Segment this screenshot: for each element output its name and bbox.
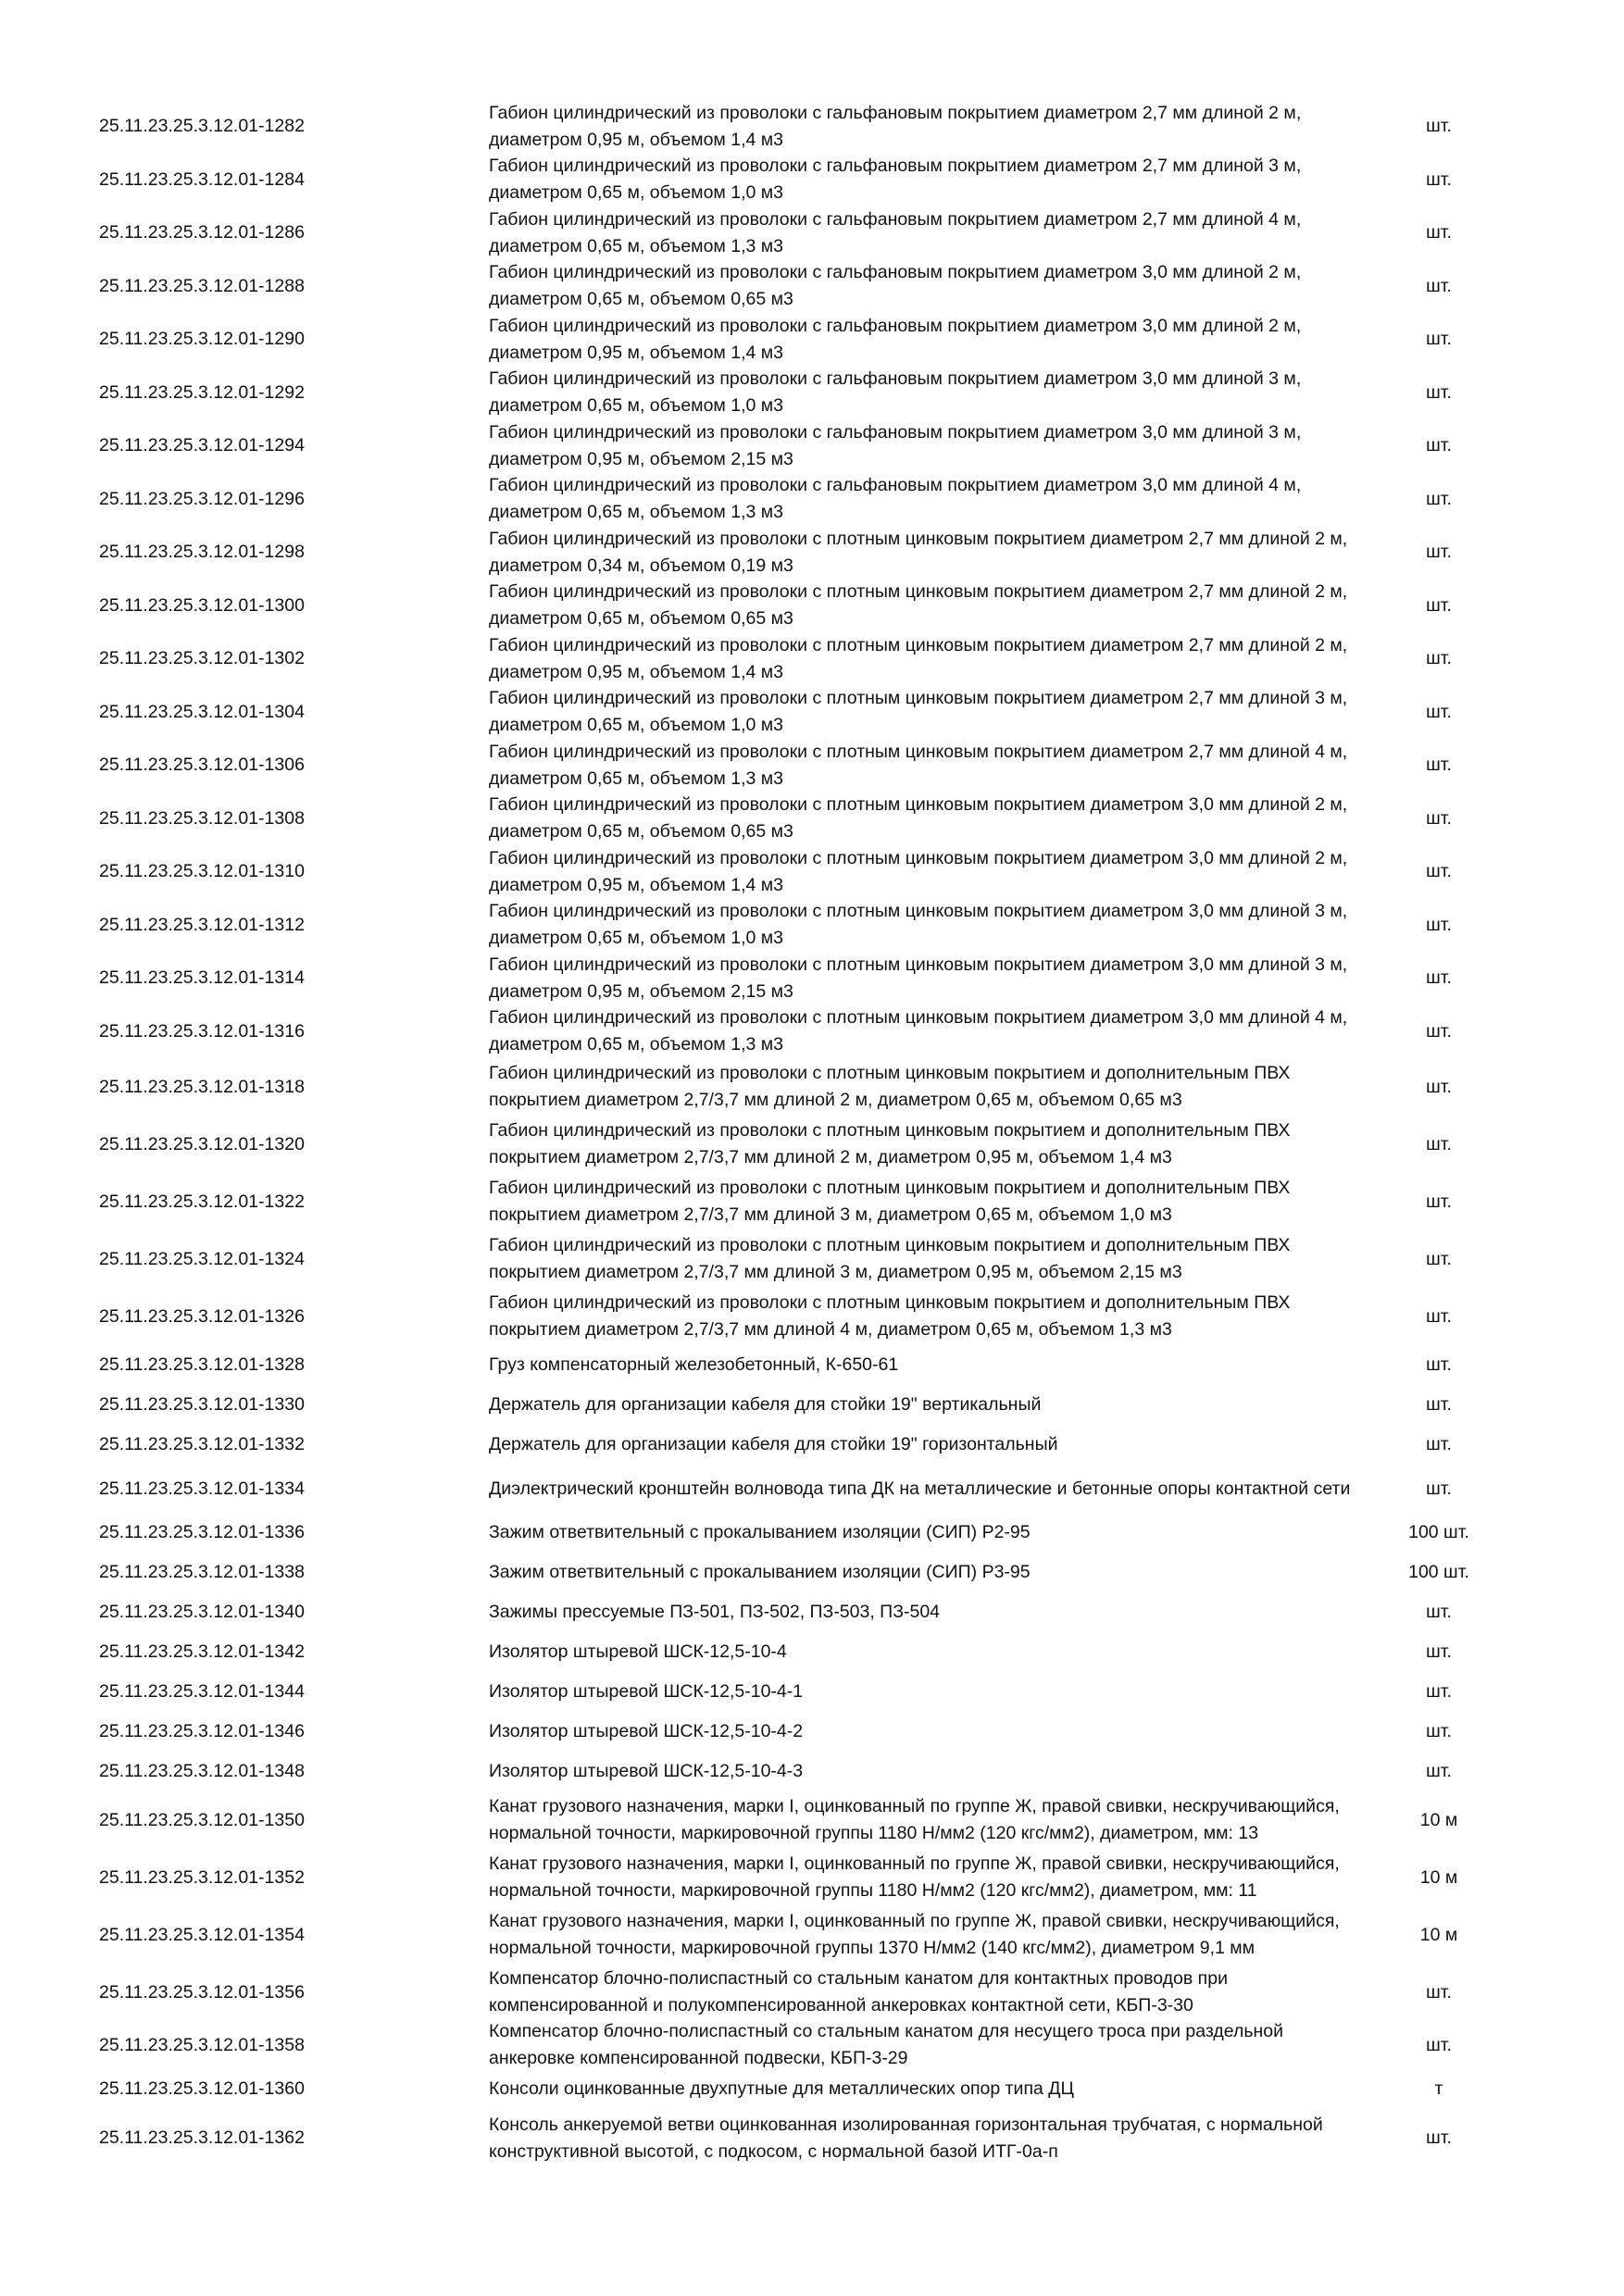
resource-code: 25.11.23.25.3.12.01-1330 <box>99 1394 305 1415</box>
resource-code: 25.11.23.25.3.12.01-1304 <box>99 701 305 722</box>
resource-unit: 10 м <box>1419 1924 1458 1945</box>
resource-code: 25.11.23.25.3.12.01-1320 <box>99 1133 305 1154</box>
resource-description: Габион цилиндрический из проволоки с плотным цинковым покрытием диаметром 3,0 мм длиной 3 м, диаметром 0,95 м, объемом 2,15 м3 <box>489 954 1348 1002</box>
table-row <box>0 154 1624 207</box>
resource-description: Габион цилиндрический из проволоки с гальфановым покрытием диаметром 3,0 мм длиной 3 м, диаметром 0,95 м, объемом 2,15 м3 <box>489 421 1302 469</box>
resource-code: 25.11.23.25.3.12.01-1308 <box>99 807 305 829</box>
resource-unit: шт. <box>1426 1681 1452 1702</box>
resource-description: Габион цилиндрический из проволоки с плотным цинковым покрытием и дополнительным ПВХ покрытием диаметром 2,7/3,7 мм длиной 2 м, диаметром 0,65 м, объемом 0,65 м3 <box>489 1063 1291 1110</box>
table-row <box>0 845 1624 899</box>
resource-unit: шт. <box>1426 1981 1452 2003</box>
table-row <box>0 313 1624 367</box>
resource-description: Габион цилиндрический из проволоки с плотным цинковым покрытием и дополнительным ПВХ покрытием диаметром 2,7/3,7 мм длиной 4 м, диаметром 0,65 м, объемом 1,3 м3 <box>489 1292 1291 1340</box>
resource-unit: шт. <box>1426 2128 1452 2148</box>
resource-list-table <box>0 100 1624 2167</box>
table-row <box>0 1553 1624 1592</box>
resource-code: 25.11.23.25.3.12.01-1298 <box>99 542 305 563</box>
table-row <box>0 419 1624 473</box>
resource-code: 25.11.23.25.3.12.01-1288 <box>99 275 305 296</box>
resource-description: Зажим ответвительный с прокалыванием изоляции (СИП) Р3-95 <box>489 1562 1031 1582</box>
resource-unit: 100 шт. <box>1408 1562 1469 1582</box>
table-row <box>0 739 1624 792</box>
resource-unit: 10 м <box>1419 1809 1458 1830</box>
resource-unit: шт. <box>1426 1761 1452 1781</box>
resource-unit: шт. <box>1426 967 1452 989</box>
resource-unit: шт. <box>1426 2034 1452 2055</box>
resource-code: 25.11.23.25.3.12.01-1286 <box>99 222 305 243</box>
resource-unit: шт. <box>1426 116 1452 137</box>
resource-code: 25.11.23.25.3.12.01-1342 <box>99 1641 305 1662</box>
table-row <box>0 260 1624 314</box>
resource-code: 25.11.23.25.3.12.01-1352 <box>99 1866 305 1888</box>
resource-unit: шт. <box>1426 648 1452 669</box>
table-row <box>0 1712 1624 1752</box>
resource-unit: шт. <box>1426 1076 1452 1097</box>
resource-unit: шт. <box>1426 1434 1452 1454</box>
resource-description: Диэлектрический кронштейн волновода типа ДК на металлические и бетонные опоры контактной сети <box>489 1478 1351 1499</box>
table-row <box>0 1230 1624 1288</box>
resource-description: Компенсатор блочно-полиспастный со стальным канатом для контактных проводов при компенсированной и полукомпенсированной анкеровках контактной сети, КБП-3-30 <box>489 1968 1228 2015</box>
resource-description: Канат грузового назначения, марки I, оцинкованный по группе Ж, правой свивки, нескручивающийся, нормальной точности, маркировочной группы 1180 Н/мм2 (120 кгс/мм2), диаметром, мм: 11 <box>489 1853 1340 1901</box>
table-row <box>0 1791 1624 1849</box>
resource-description: Габион цилиндрический из проволоки с гальфановым покрытием диаметром 3,0 мм длиной 2 м, диаметром 0,95 м, объемом 1,4 м3 <box>489 315 1302 363</box>
resource-code: 25.11.23.25.3.12.01-1302 <box>99 648 305 669</box>
resource-code: 25.11.23.25.3.12.01-1314 <box>99 967 305 989</box>
table-row <box>0 1425 1624 1465</box>
resource-description: Габион цилиндрический из проволоки с плотным цинковым покрытием диаметром 3,0 мм длиной 2 м, диаметром 0,65 м, объемом 0,65 м3 <box>489 794 1348 842</box>
resource-unit: шт. <box>1426 1133 1452 1154</box>
resource-code: 25.11.23.25.3.12.01-1300 <box>99 594 305 616</box>
table-row <box>0 1345 1624 1385</box>
resource-description: Канат грузового назначения, марки I, оцинкованный по группе Ж, правой свивки, нескручивающийся, нормальной точности, маркировочной группы 1180 Н/мм2 (120 кгс/мм2), диаметром, мм: 13 <box>489 1796 1340 1843</box>
resource-code: 25.11.23.25.3.12.01-1358 <box>99 2034 305 2055</box>
resource-description: Изолятор штыревой ШСК-12,5-10-4-1 <box>489 1681 804 1702</box>
resource-description: Габион цилиндрический из проволоки с плотным цинковым покрытием и дополнительным ПВХ покрытием диаметром 2,7/3,7 мм длиной 2 м, диаметром 0,95 м, объемом 1,4 м3 <box>489 1120 1291 1167</box>
resource-code: 25.11.23.25.3.12.01-1324 <box>99 1248 305 1269</box>
resource-code: 25.11.23.25.3.12.01-1296 <box>99 488 305 509</box>
resource-unit: 100 шт. <box>1408 1522 1469 1542</box>
resource-description: Габион цилиндрический из проволоки с гальфановым покрытием диаметром 2,7 мм длиной 4 м, диаметром 0,65 м, объемом 1,3 м3 <box>489 208 1302 256</box>
resource-description: Канат грузового назначения, марки I, оцинкованный по группе Ж, правой свивки, нескручивающийся, нормальной точности, маркировочной группы 1370 Н/мм2 (140 кгс/мм2), диаметром 9,1 мм <box>489 1911 1340 1958</box>
resource-unit: шт. <box>1426 1721 1452 1741</box>
resource-code: 25.11.23.25.3.12.01-1334 <box>99 1478 305 1499</box>
resource-code: 25.11.23.25.3.12.01-1322 <box>99 1191 305 1212</box>
table-row <box>0 792 1624 846</box>
resource-description: Габион цилиндрический из проволоки с плотным цинковым покрытием диаметром 3,0 мм длиной 4 м, диаметром 0,65 м, объемом 1,3 м3 <box>489 1007 1348 1055</box>
resource-unit: шт. <box>1426 1191 1452 1212</box>
resource-unit: шт. <box>1426 594 1452 616</box>
resource-description: Габион цилиндрический из проволоки с плотным цинковым покрытием и дополнительным ПВХ покрытием диаметром 2,7/3,7 мм длиной 3 м, диаметром 0,65 м, объемом 1,0 м3 <box>489 1178 1291 1225</box>
resource-description: Изолятор штыревой ШСК-12,5-10-4-2 <box>489 1721 804 1741</box>
resource-description: Консоль анкеруемой ветви оцинкованная изолированная горизонтальная трубчатая, с нормальной конструктивной высотой, с подкосом, с нормальной базой ИТГ-0а-п <box>489 2114 1323 2162</box>
table-row <box>0 899 1624 953</box>
table-row <box>0 1964 1624 2021</box>
resource-description: Зажим ответвительный с прокалыванием изоляции (СИП) Р2-95 <box>489 1522 1031 1542</box>
resource-description: Габион цилиндрический из проволоки с плотным цинковым покрытием диаметром 2,7 мм длиной 2 м, диаметром 0,95 м, объемом 1,4 м3 <box>489 634 1348 682</box>
resource-description: Зажимы прессуемые ПЗ-501, ПЗ-502, ПЗ-503, ПЗ-504 <box>489 1602 941 1622</box>
table-row <box>0 1385 1624 1425</box>
table-row <box>0 1906 1624 1964</box>
table-row <box>0 1592 1624 1632</box>
resource-code: 25.11.23.25.3.12.01-1310 <box>99 861 305 882</box>
resource-code: 25.11.23.25.3.12.01-1306 <box>99 755 305 776</box>
table-row <box>0 632 1624 686</box>
table-row <box>0 1058 1624 1116</box>
table-row <box>0 1672 1624 1712</box>
resource-description: Габион цилиндрический из проволоки с гальфановым покрытием диаметром 3,0 мм длиной 2 м, диаметром 0,65 м, объемом 0,65 м3 <box>489 262 1302 310</box>
table-row <box>0 686 1624 740</box>
resource-unit: шт. <box>1426 275 1452 296</box>
resource-code: 25.11.23.25.3.12.01-1348 <box>99 1761 305 1781</box>
resource-description: Консоли оцинкованные двухпутные для металлических опор типа ДЦ <box>489 2078 1074 2100</box>
table-row <box>0 1288 1624 1345</box>
resource-unit: шт. <box>1426 381 1452 403</box>
table-row <box>0 2021 1624 2069</box>
table-row <box>0 367 1624 420</box>
resource-description: Габион цилиндрический из проволоки с гальфановым покрытием диаметром 3,0 мм длиной 3 м, диаметром 0,65 м, объемом 1,0 м3 <box>489 368 1302 417</box>
table-row <box>0 206 1624 260</box>
resource-code: 25.11.23.25.3.12.01-1362 <box>99 2128 305 2148</box>
resource-description: Держатель для организации кабеля для стойки 19" вертикальный <box>489 1394 1042 1415</box>
resource-code: 25.11.23.25.3.12.01-1338 <box>99 1562 305 1582</box>
resource-code: 25.11.23.25.3.12.01-1332 <box>99 1434 305 1454</box>
table-row <box>0 580 1624 633</box>
resource-description: Габион цилиндрический из проволоки с плотным цинковым покрытием диаметром 2,7 мм длиной 2 м, диаметром 0,65 м, объемом 0,65 м3 <box>489 581 1348 630</box>
resource-code: 25.11.23.25.3.12.01-1284 <box>99 168 305 190</box>
resource-description: Держатель для организации кабеля для стойки 19" горизонтальный <box>489 1434 1058 1454</box>
resource-code: 25.11.23.25.3.12.01-1294 <box>99 435 305 456</box>
resource-unit: шт. <box>1426 1305 1452 1327</box>
table-row <box>0 952 1624 1005</box>
resource-code: 25.11.23.25.3.12.01-1336 <box>99 1522 305 1542</box>
resource-description: Габион цилиндрический из проволоки с гальфановым покрытием диаметром 2,7 мм длиной 2 м, диаметром 0,95 м, объемом 1,4 м3 <box>489 102 1302 150</box>
resource-description: Габион цилиндрический из проволоки с плотным цинковым покрытием диаметром 3,0 мм длиной 3 м, диаметром 0,65 м, объемом 1,0 м3 <box>489 901 1348 949</box>
resource-unit: шт. <box>1426 1354 1452 1375</box>
resource-unit: шт. <box>1426 1602 1452 1622</box>
resource-description: Габион цилиндрический из проволоки с плотным цинковым покрытием и дополнительным ПВХ покрытием диаметром 2,7/3,7 мм длиной 3 м, диаметром 0,95 м, объемом 2,15 м3 <box>489 1235 1291 1282</box>
resource-code: 25.11.23.25.3.12.01-1312 <box>99 914 305 935</box>
table-row <box>0 526 1624 580</box>
table-row <box>0 1632 1624 1672</box>
resource-unit: шт. <box>1426 168 1452 190</box>
table-row <box>0 100 1624 154</box>
resource-code: 25.11.23.25.3.12.01-1318 <box>99 1076 305 1097</box>
table-row <box>0 1173 1624 1230</box>
resource-code: 25.11.23.25.3.12.01-1290 <box>99 329 305 350</box>
resource-unit: шт. <box>1426 807 1452 829</box>
resource-unit: 10 м <box>1419 1866 1458 1888</box>
resource-unit: шт. <box>1426 222 1452 243</box>
resource-description: Габион цилиндрический из проволоки с плотным цинковым покрытием диаметром 2,7 мм длиной 2 м, диаметром 0,34 м, объемом 0,19 м3 <box>489 528 1348 576</box>
resource-unit: шт. <box>1426 755 1452 776</box>
resource-unit: шт. <box>1426 1394 1452 1415</box>
resource-description: Изолятор штыревой ШСК-12,5-10-4 <box>489 1641 787 1662</box>
table-row <box>0 1005 1624 1059</box>
resource-unit: шт. <box>1426 701 1452 722</box>
resource-description: Габион цилиндрический из проволоки с плотным цинковым покрытием диаметром 3,0 мм длиной 2 м, диаметром 0,95 м, объемом 1,4 м3 <box>489 847 1348 895</box>
resource-unit: шт. <box>1426 435 1452 456</box>
resource-description: Габион цилиндрический из проволоки с гальфановым покрытием диаметром 2,7 мм длиной 3 м, диаметром 0,65 м, объемом 1,0 м3 <box>489 156 1302 204</box>
resource-description: Изолятор штыревой ШСК-12,5-10-4-3 <box>489 1761 804 1781</box>
resource-unit: шт. <box>1426 914 1452 935</box>
resource-unit: шт. <box>1426 329 1452 350</box>
table-row <box>0 1513 1624 1553</box>
resource-unit: шт. <box>1426 1020 1452 1042</box>
resource-description: Груз компенсаторный железобетонный, К-650-61 <box>489 1354 899 1375</box>
resource-description: Габион цилиндрический из проволоки с плотным цинковым покрытием диаметром 2,7 мм длиной 4 м, диаметром 0,65 м, объемом 1,3 м3 <box>489 741 1348 789</box>
table-row <box>0 1116 1624 1173</box>
resource-unit: шт. <box>1426 488 1452 509</box>
resource-code: 25.11.23.25.3.12.01-1282 <box>99 116 305 137</box>
resource-code: 25.11.23.25.3.12.01-1344 <box>99 1681 305 1702</box>
table-row <box>0 1465 1624 1513</box>
table-row <box>0 2069 1624 2110</box>
resource-code: 25.11.23.25.3.12.01-1360 <box>99 2078 305 2100</box>
resource-code: 25.11.23.25.3.12.01-1292 <box>99 381 305 403</box>
table-row <box>0 2110 1624 2167</box>
resource-code: 25.11.23.25.3.12.01-1326 <box>99 1305 305 1327</box>
table-row <box>0 1849 1624 1906</box>
resource-unit: шт. <box>1426 542 1452 563</box>
resource-unit: шт. <box>1426 1641 1452 1662</box>
resource-description: Компенсатор блочно-полиспастный со стальным канатом для несущего троса при раздельной анкеровке компенсированной подвески, КБП-3-29 <box>489 2021 1283 2068</box>
resource-code: 25.11.23.25.3.12.01-1316 <box>99 1020 305 1042</box>
resource-unit: т <box>1434 2078 1443 2100</box>
resource-code: 25.11.23.25.3.12.01-1328 <box>99 1354 305 1375</box>
resource-code: 25.11.23.25.3.12.01-1346 <box>99 1721 305 1741</box>
table-row <box>0 473 1624 527</box>
table-row <box>0 1752 1624 1791</box>
resource-code: 25.11.23.25.3.12.01-1354 <box>99 1924 305 1945</box>
resource-description: Габион цилиндрический из проволоки с плотным цинковым покрытием диаметром 2,7 мм длиной 3 м, диаметром 0,65 м, объемом 1,0 м3 <box>489 688 1348 736</box>
resource-code: 25.11.23.25.3.12.01-1356 <box>99 1981 305 2003</box>
resource-code: 25.11.23.25.3.12.01-1350 <box>99 1809 305 1830</box>
resource-description: Габион цилиндрический из проволоки с гальфановым покрытием диаметром 3,0 мм длиной 4 м, диаметром 0,65 м, объемом 1,3 м3 <box>489 475 1302 523</box>
resource-unit: шт. <box>1426 1478 1452 1499</box>
resource-code: 25.11.23.25.3.12.01-1340 <box>99 1602 305 1622</box>
resource-unit: шт. <box>1426 1248 1452 1269</box>
resource-unit: шт. <box>1426 861 1452 882</box>
